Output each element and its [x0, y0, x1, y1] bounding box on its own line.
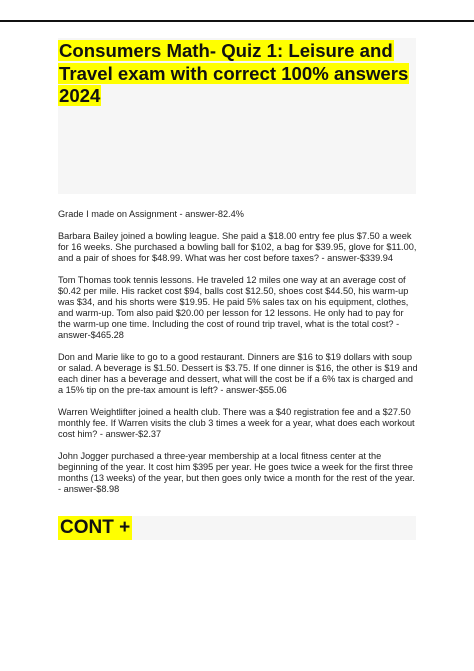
grade-line: Grade I made on Assignment - answer-82.4%: [58, 209, 244, 219]
question-tennis: Tom Thomas took tennis lessons. He traveled 12 miles one way at an average cost of $0.42 per mile. His racket cost $94, balls cost $12.50, shoes cost $44.50, his warm-up was $34, and his shorts were $19.95. He paid 5% sales tax on his equipment, clothes, and warm-up. Tom also paid $20.00 per lesson for 12 lessons. He only had to pay for the warm-up one time. Including the cost of round trip travel, what is the total cost? - answer-$465.28: [58, 274, 409, 341]
question-health-club: Warren Weightlifter joined a health club. There was a $40 registration fee and a $27.50 monthly fee. If Warren visits the club 3 times a week for a year, what does each workout cost him? - answer-$2.37: [58, 406, 415, 439]
document-body: [58, 209, 418, 506]
title-highlight: Consumers Math- Quiz 1: Leisure and Travel exam with correct 100% answers 2024: [59, 40, 409, 106]
question-bowling: Barbara Bailey joined a bowling league. She paid a $18.00 entry fee plus $7.50 a week for 16 weeks. She purchased a bowling ball for $102, a bag for $39.95, glove for $11.00, and a pair of shoes for $48.99. What was her cost before taxes? - answer-$339.94: [58, 230, 417, 263]
continue-label: CONT +: [60, 517, 131, 538]
document-title: [58, 40, 418, 108]
top-rule: [0, 20, 474, 22]
question-restaurant: Don and Marie like to go to a good restaurant. Dinners are $16 to $19 dollars with soup or salad. A beverage is $1.50. Dessert is $3.75. If one dinner is $16, the other is $19 and each diner has a beverage and dessert, what will the cost be if a 6% tax is charged and a 15% tip on the pre-tax amount is left? - answer-$55.06: [58, 351, 418, 395]
question-fitness-center: John Jogger purchased a three-year membership at a local fitness center at the beginning of the year. It cost him $395 per year. He goes twice a week for the first three months (13 weeks) of the year, but then goes only twice a month for the rest of the year. - answer-$8.98: [58, 450, 415, 494]
